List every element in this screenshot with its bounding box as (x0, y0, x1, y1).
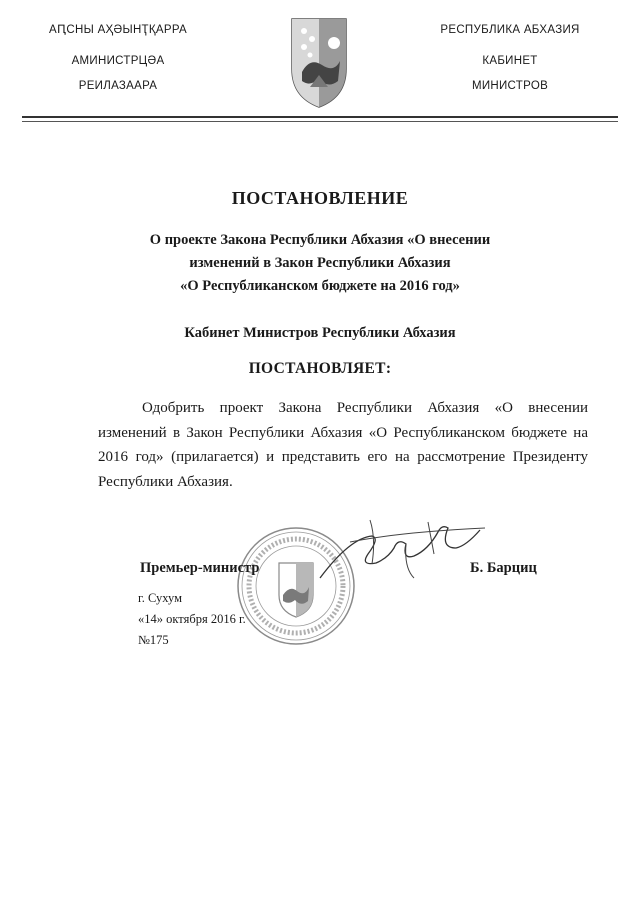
header-rule-thin (22, 121, 618, 122)
header-left-line-1: АԤСНЫ АҲӘЫНҬҚАРРА (49, 24, 187, 36)
resolution-body: Одобрить проект Закона Республики Абхазия «О внесении изменений в Закон Республики Абхазия «О Республиканском бюджете на 2016 год» (прилагается) и представить его на рассмотрение Президенту Республики Абхазия. (98, 400, 588, 490)
header-right-line-1: РЕСПУБЛИКА АБХАЗИЯ (440, 24, 580, 36)
signatory-name: Б. Барциц (470, 560, 537, 576)
issuer-line: Кабинет Министров Республики Абхазия (184, 325, 456, 341)
coat-of-arms-emblem (290, 17, 348, 109)
document-number: №175 (138, 633, 169, 647)
header-left-line-2: АМИНИСТРЦӘА (71, 55, 165, 67)
subject-line-1: О проекте Закона Республики Абхазия «О внесении (149, 232, 491, 248)
signatory-position: Премьер-министр (140, 560, 260, 576)
header-rule-thick (22, 116, 618, 118)
document-title: ПОСТАНОВЛЕНИЕ (231, 188, 409, 208)
handwritten-signature (310, 508, 490, 598)
subject-line-3: «О Республиканском бюджете на 2016 год» (180, 278, 460, 294)
issue-date: «14» октября 2016 г. (138, 612, 246, 626)
issue-city: г. Сухум (138, 591, 183, 605)
resolves-heading: ПОСТАНОВЛЯЕТ: (248, 360, 392, 377)
document-subject (60, 229, 580, 298)
header-right-line-2: КАБИНЕТ (482, 55, 538, 67)
header-right-line-3: МИНИСТРОВ (471, 80, 549, 92)
subject-line-2: изменений в Закон Республики Абхазия (189, 255, 451, 271)
header-left-line-3: РЕИЛАЗААРА (78, 80, 158, 92)
